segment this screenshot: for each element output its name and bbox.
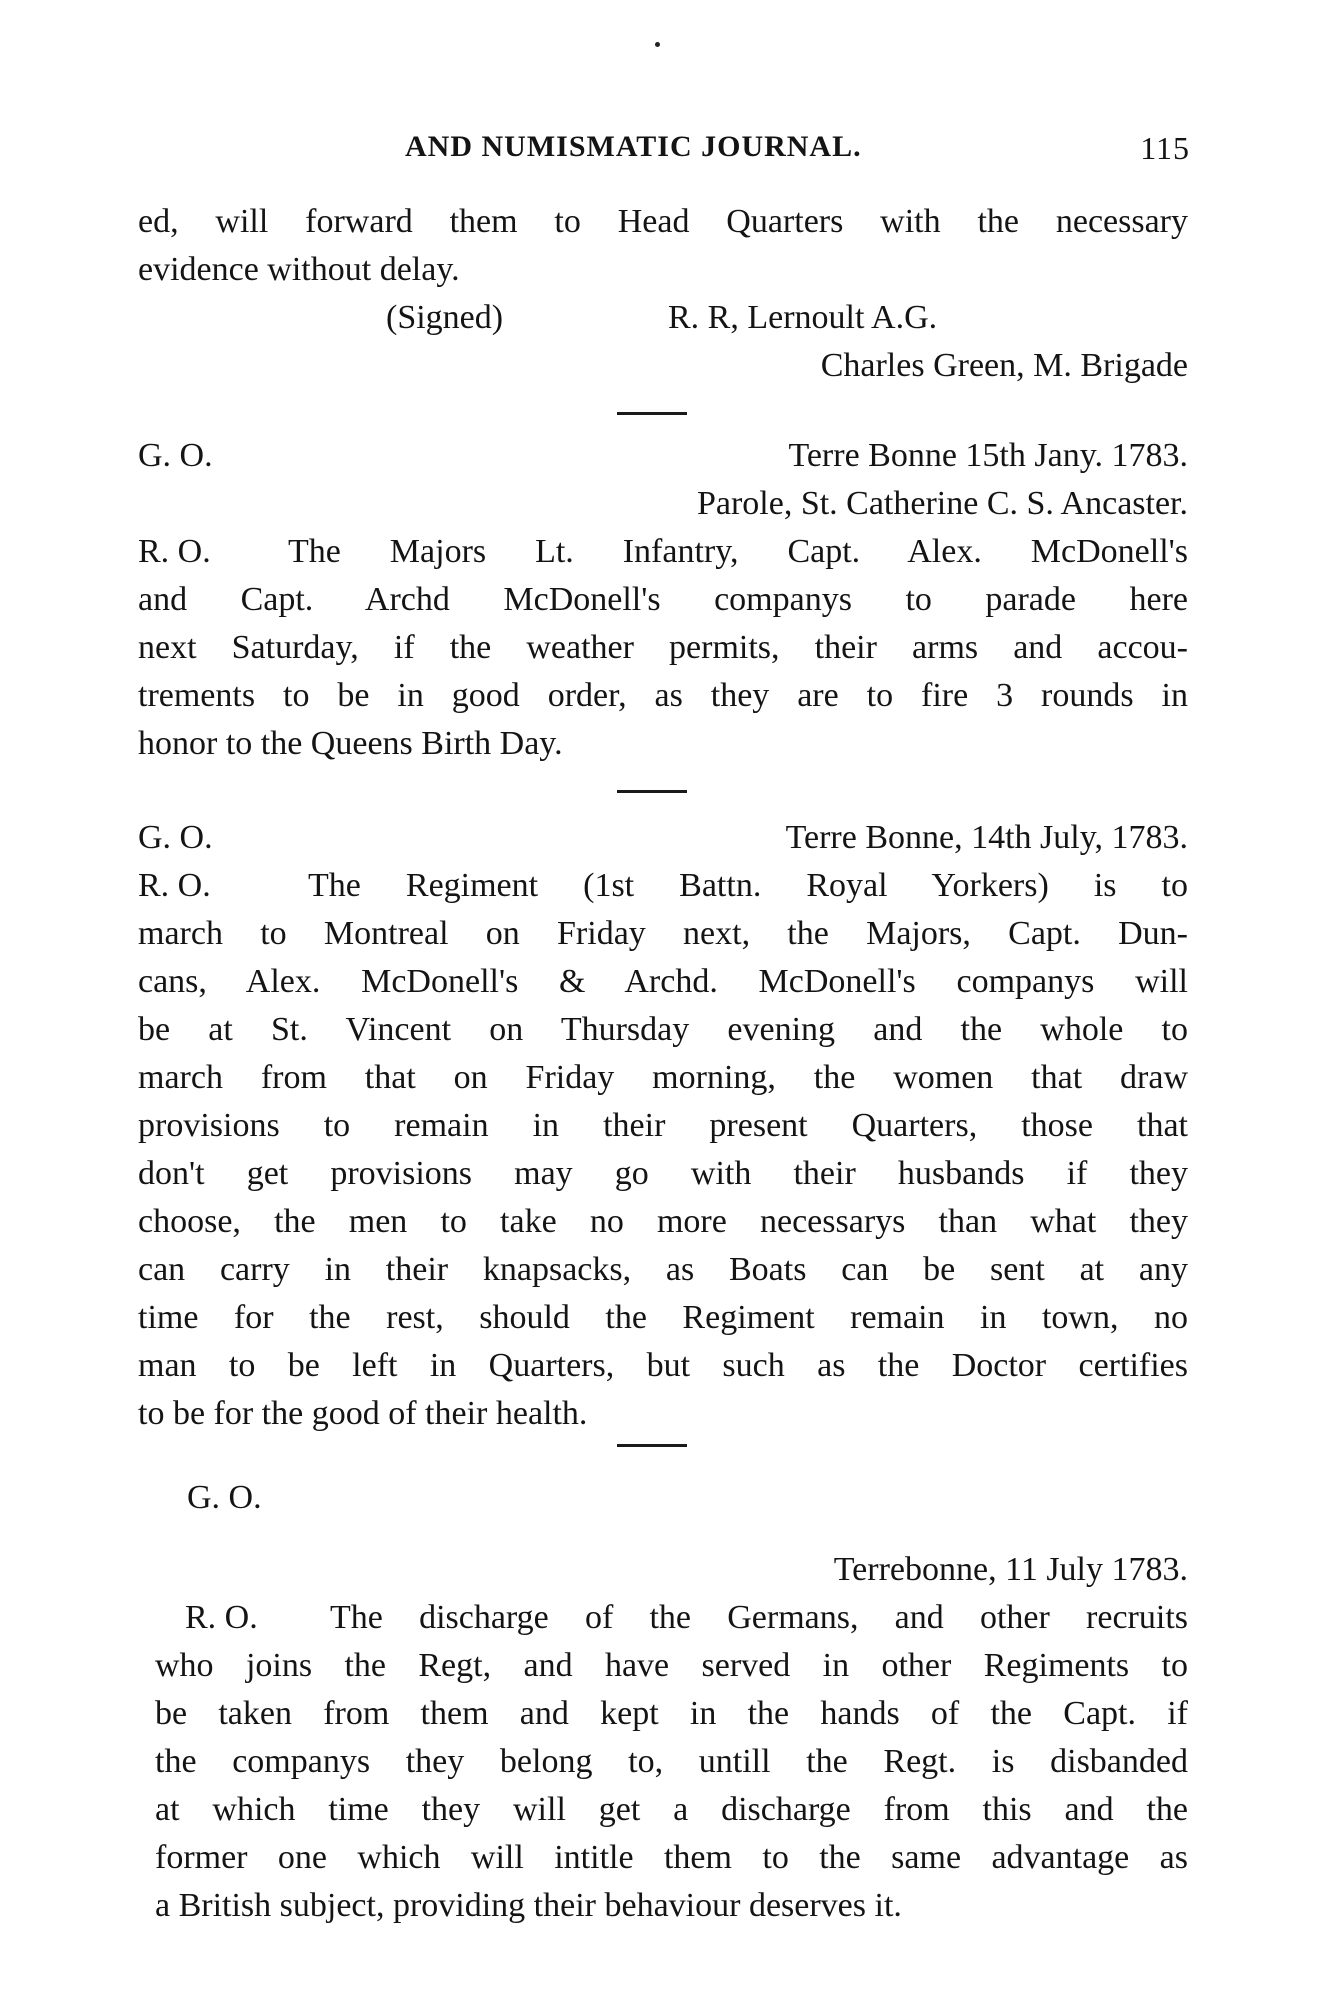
- text-line: cans, Alex. McDonell's & Archd. McDonell's companys will: [138, 963, 1188, 1000]
- text-line: be at St. Vincent on Thursday evening and the whole to: [138, 1011, 1188, 1048]
- ro-label: R. O.: [138, 867, 211, 904]
- regimental-order-first-line: [138, 862, 1188, 910]
- text-line: march to Montreal on Friday next, the Majors, Capt. Dun-: [138, 915, 1188, 952]
- section-divider: [617, 790, 687, 793]
- parole-line: Parole, St. Catherine C. S. Ancaster.: [696, 485, 1188, 522]
- text-line: trements to be in good order, as they are to fire 3 rounds in: [138, 677, 1188, 714]
- ro-label: R. O.: [138, 533, 211, 570]
- go-label: G. O.: [138, 437, 213, 474]
- page-number: 115: [1140, 130, 1190, 166]
- text-line: who joins the Regt, and have served in other Regiments to: [155, 1647, 1188, 1684]
- text-line: a British subject, providing their behaviour deserves it.: [155, 1887, 902, 1924]
- text-line: provisions to remain in their present Quarters, those that: [138, 1107, 1188, 1144]
- text-line: at which time they will get a discharge from this and the: [155, 1791, 1188, 1828]
- section-divider: [617, 412, 687, 415]
- text-line: former one which will intitle them to the same advantage as: [155, 1839, 1188, 1876]
- go-label: G. O.: [138, 819, 213, 856]
- continuation-paragraph: [138, 198, 1188, 390]
- order-heading: [138, 814, 1188, 862]
- section-divider: [617, 1444, 687, 1447]
- page-speck: [655, 42, 660, 47]
- general-order-1: [138, 432, 1188, 768]
- order-heading: [138, 432, 1188, 480]
- text-line: honor to the Queens Birth Day.: [138, 725, 563, 762]
- running-header: [130, 130, 1190, 180]
- regimental-order-first-line: [155, 1594, 1188, 1642]
- text-line: The Majors Lt. Infantry, Capt. Alex. McDonell's: [288, 533, 1188, 570]
- signer-green: Charles Green, M. Brigade: [820, 347, 1188, 384]
- ro-label: R. O.: [185, 1599, 258, 1636]
- regimental-order-first-line: [138, 528, 1188, 576]
- text-line: don't get provisions may go with their husbands if they: [138, 1155, 1188, 1192]
- text-line: be taken from them and kept in the hands of the Capt. if: [155, 1695, 1188, 1732]
- text-line: and Capt. Archd McDonell's companys to parade here: [138, 581, 1188, 618]
- running-title: AND NUMISMATIC JOURNAL.: [405, 130, 862, 163]
- text-line: ed, will forward them to Head Quarters with the necessary: [138, 203, 1188, 240]
- general-order-2: [138, 814, 1188, 1438]
- go-label: G. O.: [187, 1479, 262, 1516]
- text-line: march from that on Friday morning, the women that draw: [138, 1059, 1188, 1096]
- order-place-date: Terre Bonne, 14th July, 1783.: [785, 819, 1188, 856]
- signer-lernoult: R. R, Lernoult A.G.: [668, 299, 938, 336]
- text-line: next Saturday, if the weather permits, their arms and accou-: [138, 629, 1188, 666]
- text-line: The discharge of the Germans, and other recruits: [330, 1599, 1188, 1636]
- text-line: the companys they belong to, untill the Regt. is disbanded: [155, 1743, 1188, 1780]
- signed-label: (Signed): [386, 299, 504, 336]
- text-line: The Regiment (1st Battn. Royal Yorkers) is to: [308, 867, 1188, 904]
- order-place-date: Terrebonne, 11 July 1783.: [833, 1551, 1188, 1588]
- text-line: choose, the men to take no more necessarys than what they: [138, 1203, 1188, 1240]
- order-place-date: Terre Bonne 15th Jany. 1783.: [788, 437, 1188, 474]
- signature-row: [138, 294, 1188, 342]
- text-line: can carry in their knapsacks, as Boats can be sent at any: [138, 1251, 1188, 1288]
- text-line: time for the rest, should the Regiment remain in town, no: [138, 1299, 1188, 1336]
- text-line: man to be left in Quarters, but such as the Doctor certifies: [138, 1347, 1188, 1384]
- text-line: to be for the good of their health.: [138, 1395, 588, 1432]
- general-order-3: [155, 1474, 1188, 1930]
- text-line: evidence without delay.: [138, 251, 460, 288]
